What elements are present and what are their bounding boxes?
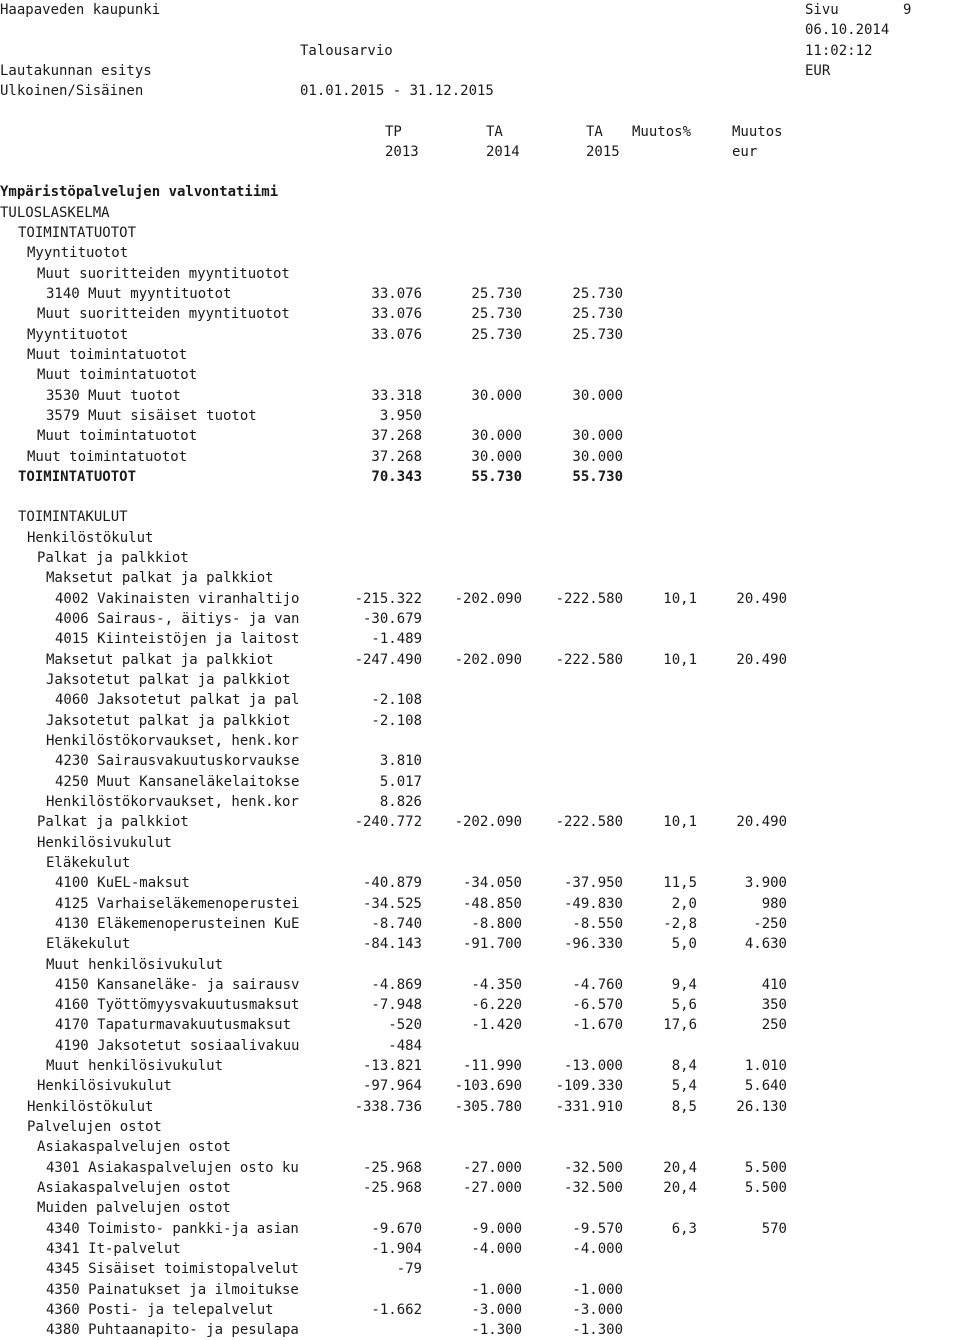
row-label: Henkilöstökulut bbox=[27, 530, 154, 546]
cell-pct: 10,1 bbox=[663, 814, 697, 830]
cell-chg: 26.130 bbox=[736, 1099, 787, 1115]
cell-tp: -34.525 bbox=[362, 896, 422, 912]
row-label: 4345 Sisäiset toimistopalvelut bbox=[46, 1261, 299, 1277]
cell-chg: 350 bbox=[761, 997, 787, 1013]
row-label: Jaksotetut palkat ja palkkiot bbox=[46, 713, 291, 729]
row-label: Palkat ja palkkiot bbox=[37, 814, 189, 830]
cell-pct: 5,0 bbox=[671, 936, 697, 952]
cell-ta14: -1.300 bbox=[471, 1322, 522, 1338]
cell-ta15: 30.000 bbox=[572, 388, 623, 404]
row-label: 3140 Muut myyntituotot bbox=[46, 286, 232, 302]
cell-tp: -520 bbox=[388, 1017, 422, 1033]
row-label: 3579 Muut sisäiset tuotot bbox=[46, 408, 257, 424]
cell-ta14: -9.000 bbox=[471, 1221, 522, 1237]
cell-pct: 5,6 bbox=[671, 997, 697, 1013]
committee-label: Lautakunnan esitys bbox=[0, 63, 152, 79]
cell-pct: 8,4 bbox=[671, 1058, 697, 1074]
cell-tp: 3.950 bbox=[379, 408, 422, 424]
cell-tp: 37.268 bbox=[371, 428, 422, 444]
cell-ta14: -27.000 bbox=[462, 1160, 522, 1176]
cell-tp: 3.810 bbox=[379, 753, 422, 769]
row-label: 4015 Kiinteistöjen ja laitost bbox=[55, 631, 300, 647]
cell-ta14: -27.000 bbox=[462, 1180, 522, 1196]
row-label: Henkilösivukulut bbox=[37, 1078, 172, 1094]
row-label: Eläkekulut bbox=[46, 855, 131, 871]
cell-tp: -1.662 bbox=[371, 1302, 422, 1318]
report-time: 11:02:12 bbox=[805, 43, 873, 59]
row-label: Muut toimintatuotot bbox=[37, 428, 198, 444]
report-date: 06.10.2014 bbox=[805, 22, 890, 38]
cell-ta15: -32.500 bbox=[563, 1180, 623, 1196]
cell-ta15: 55.730 bbox=[572, 469, 623, 485]
row-label: Asiakaspalvelujen ostot bbox=[37, 1139, 231, 1155]
row-label: 4380 Puhtaanapito- ja pesulapa bbox=[46, 1322, 299, 1338]
col-pct-header: Muutos% bbox=[632, 124, 692, 140]
row-label: Henkilöstökorvaukset, henk.kor bbox=[46, 733, 299, 749]
cell-ta15: -32.500 bbox=[563, 1160, 623, 1176]
page-number: 9 bbox=[903, 2, 912, 18]
cell-ta14: 25.730 bbox=[471, 286, 522, 302]
cell-ta14: -91.700 bbox=[462, 936, 522, 952]
col-tp-year: 2013 bbox=[385, 144, 419, 160]
cell-chg: 4.630 bbox=[744, 936, 787, 952]
row-label: Palkat ja palkkiot bbox=[37, 550, 189, 566]
cell-tp: -215.322 bbox=[354, 591, 422, 607]
cell-tp: 5.017 bbox=[379, 774, 422, 790]
cell-tp: -484 bbox=[388, 1038, 422, 1054]
row-label: TOIMINTATUOTOT bbox=[18, 225, 137, 241]
row-label: Muut henkilösivukulut bbox=[46, 1058, 224, 1074]
cell-ta14: -3.000 bbox=[471, 1302, 522, 1318]
cell-ta15: -109.330 bbox=[555, 1078, 623, 1094]
cell-tp: -8.740 bbox=[371, 916, 422, 932]
cell-ta15: -1.670 bbox=[572, 1017, 623, 1033]
cell-ta14: 25.730 bbox=[471, 306, 522, 322]
cell-tp: 37.268 bbox=[371, 449, 422, 465]
cell-chg: 20.490 bbox=[736, 591, 787, 607]
cell-ta15: 25.730 bbox=[572, 327, 623, 343]
cell-chg: -250 bbox=[753, 916, 787, 932]
cell-tp: -40.879 bbox=[362, 875, 422, 891]
cell-ta15: -6.570 bbox=[572, 997, 623, 1013]
cell-pct: 2,0 bbox=[671, 896, 697, 912]
cell-ta14: -11.990 bbox=[462, 1058, 522, 1074]
cell-chg: 5.500 bbox=[744, 1160, 787, 1176]
cell-chg: 570 bbox=[761, 1221, 787, 1237]
cell-pct: -2,8 bbox=[663, 916, 697, 932]
cell-chg: 410 bbox=[761, 977, 787, 993]
cell-ta15: -37.950 bbox=[563, 875, 623, 891]
cell-pct: 17,6 bbox=[663, 1017, 697, 1033]
cell-ta14: -202.090 bbox=[454, 652, 522, 668]
cell-tp: 8.826 bbox=[379, 794, 422, 810]
cell-ta15: -1.000 bbox=[572, 1282, 623, 1298]
row-label: 4006 Sairaus-, äitiys- ja van bbox=[55, 611, 300, 627]
col-ta2014-year: 2014 bbox=[486, 144, 520, 160]
cell-ta14: -6.220 bbox=[471, 997, 522, 1013]
cell-ta14: -103.690 bbox=[454, 1078, 522, 1094]
cell-ta14: -48.850 bbox=[462, 896, 522, 912]
row-label: 4100 KuEL-maksut bbox=[55, 875, 190, 891]
cell-ta15: 25.730 bbox=[572, 286, 623, 302]
row-label: 4360 Posti- ja telepalvelut bbox=[46, 1302, 274, 1318]
cell-ta15: -1.300 bbox=[572, 1322, 623, 1338]
row-label: 4150 Kansaneläke- ja sairausv bbox=[55, 977, 300, 993]
row-label: Eläkekulut bbox=[46, 936, 131, 952]
cell-ta14: -202.090 bbox=[454, 814, 522, 830]
row-label: Henkilöstökorvaukset, henk.kor bbox=[46, 794, 299, 810]
col-ta2015-year: 2015 bbox=[586, 144, 620, 160]
row-label: Myyntituotot bbox=[27, 245, 129, 261]
cell-ta15: -49.830 bbox=[563, 896, 623, 912]
row-label: Muut suoritteiden myyntituotot bbox=[37, 306, 290, 322]
row-label: 4340 Toimisto- pankki-ja asian bbox=[46, 1221, 299, 1237]
cell-ta14: 25.730 bbox=[471, 327, 522, 343]
row-label: 4125 Varhaiseläkemenoperustei bbox=[55, 896, 300, 912]
cell-tp: 33.076 bbox=[371, 286, 422, 302]
row-label: 4170 Tapaturmavakuutusmaksut bbox=[55, 1017, 292, 1033]
period-label: 01.01.2015 - 31.12.2015 bbox=[300, 83, 494, 99]
cell-tp: -25.968 bbox=[362, 1160, 422, 1176]
cell-ta15: 25.730 bbox=[572, 306, 623, 322]
cell-chg: 1.010 bbox=[744, 1058, 787, 1074]
cell-pct: 20,4 bbox=[663, 1160, 697, 1176]
cell-tp: -2.108 bbox=[371, 713, 422, 729]
cell-pct: 5,4 bbox=[671, 1078, 697, 1094]
cell-ta15: 30.000 bbox=[572, 449, 623, 465]
row-label: Muut suoritteiden myyntituotot bbox=[37, 266, 290, 282]
cell-pct: 11,5 bbox=[663, 875, 697, 891]
cell-chg: 980 bbox=[761, 896, 787, 912]
cell-ta15: -8.550 bbox=[572, 916, 623, 932]
row-label: 4130 Eläkemenoperusteinen KuE bbox=[55, 916, 300, 932]
cell-ta15: -3.000 bbox=[572, 1302, 623, 1318]
cell-ta15: -13.000 bbox=[563, 1058, 623, 1074]
cell-ta14: 30.000 bbox=[471, 388, 522, 404]
row-label: 4060 Jaksotetut palkat ja pal bbox=[55, 692, 300, 708]
cell-tp: 33.076 bbox=[371, 306, 422, 322]
cell-tp: -2.108 bbox=[371, 692, 422, 708]
cell-ta14: 30.000 bbox=[471, 428, 522, 444]
cell-pct: 9,4 bbox=[671, 977, 697, 993]
cell-ta15: 30.000 bbox=[572, 428, 623, 444]
cell-ta15: -222.580 bbox=[555, 591, 623, 607]
cell-chg: 20.490 bbox=[736, 814, 787, 830]
cell-ta15: -222.580 bbox=[555, 652, 623, 668]
cell-pct: 8,5 bbox=[671, 1099, 697, 1115]
row-label: 4341 It-palvelut bbox=[46, 1241, 181, 1257]
cell-ta15: -4.000 bbox=[572, 1241, 623, 1257]
row-label: Muut henkilösivukulut bbox=[46, 957, 224, 973]
organization-name: Haapaveden kaupunki bbox=[0, 2, 161, 18]
cell-ta14: -4.350 bbox=[471, 977, 522, 993]
cell-tp: -7.948 bbox=[371, 997, 422, 1013]
cell-tp: -97.964 bbox=[362, 1078, 422, 1094]
cell-ta14: 55.730 bbox=[471, 469, 522, 485]
row-label: Asiakaspalvelujen ostot bbox=[37, 1180, 231, 1196]
cell-chg: 20.490 bbox=[736, 652, 787, 668]
col-change-header: Muutos bbox=[732, 124, 783, 140]
row-label: Maksetut palkat ja palkkiot bbox=[46, 570, 274, 586]
row-label: 4230 Sairausvakuutuskorvaukse bbox=[55, 753, 300, 769]
cell-ta14: -34.050 bbox=[462, 875, 522, 891]
cell-tp: -338.736 bbox=[354, 1099, 422, 1115]
col-ta2014-header: TA bbox=[486, 124, 503, 140]
cell-chg: 3.900 bbox=[744, 875, 787, 891]
cell-chg: 5.500 bbox=[744, 1180, 787, 1196]
col-tp-header: TP bbox=[385, 124, 402, 140]
cell-ta15: -4.760 bbox=[572, 977, 623, 993]
cell-ta14: -8.800 bbox=[471, 916, 522, 932]
currency-label: EUR bbox=[805, 63, 831, 79]
row-label: Muut toimintatuotot bbox=[27, 347, 188, 363]
row-label: 3530 Muut tuotot bbox=[46, 388, 181, 404]
cell-tp: -1.489 bbox=[371, 631, 422, 647]
cell-ta14: -1.000 bbox=[471, 1282, 522, 1298]
cell-pct: 10,1 bbox=[663, 652, 697, 668]
section-subtitle: TULOSLASKELMA bbox=[0, 205, 110, 221]
cell-tp: 33.318 bbox=[371, 388, 422, 404]
cell-tp: -9.670 bbox=[371, 1221, 422, 1237]
row-label: Jaksotetut palkat ja palkkiot bbox=[46, 672, 291, 688]
cell-chg: 5.640 bbox=[744, 1078, 787, 1094]
cell-ta15: -9.570 bbox=[572, 1221, 623, 1237]
row-label: Muut toimintatuotot bbox=[27, 449, 188, 465]
cell-tp: -1.904 bbox=[371, 1241, 422, 1257]
row-label: Henkilösivukulut bbox=[37, 835, 172, 851]
cell-ta14: -1.420 bbox=[471, 1017, 522, 1033]
row-label: Henkilöstökulut bbox=[27, 1099, 154, 1115]
cell-chg: 250 bbox=[761, 1017, 787, 1033]
cell-tp: -79 bbox=[396, 1261, 422, 1277]
cell-pct: 10,1 bbox=[663, 591, 697, 607]
cell-tp: -25.968 bbox=[362, 1180, 422, 1196]
row-label: 4002 Vakinaisten viranhaltijo bbox=[55, 591, 300, 607]
cell-ta14: 30.000 bbox=[471, 449, 522, 465]
cell-tp: -247.490 bbox=[354, 652, 422, 668]
cell-ta15: -222.580 bbox=[555, 814, 623, 830]
row-label: 4250 Muut Kansaneläkelaitokse bbox=[55, 774, 300, 790]
col-change-unit: eur bbox=[732, 144, 758, 160]
row-label: Muiden palvelujen ostot bbox=[37, 1200, 231, 1216]
row-label: TOIMINTATUOTOT bbox=[18, 469, 137, 485]
cell-tp: 70.343 bbox=[371, 469, 422, 485]
row-label: 4350 Painatukset ja ilmoitukse bbox=[46, 1282, 299, 1298]
cell-ta14: -4.000 bbox=[471, 1241, 522, 1257]
row-label: 4190 Jaksotetut sosiaalivakuu bbox=[55, 1038, 300, 1054]
cell-pct: 6,3 bbox=[671, 1221, 697, 1237]
row-label: Palvelujen ostot bbox=[27, 1119, 162, 1135]
cell-tp: -13.821 bbox=[362, 1058, 422, 1074]
cell-tp: -30.679 bbox=[362, 611, 422, 627]
row-label: Muut toimintatuotot bbox=[37, 367, 198, 383]
cell-ta15: -96.330 bbox=[563, 936, 623, 952]
row-label: 4301 Asiakaspalvelujen osto ku bbox=[46, 1160, 299, 1176]
cell-tp: -4.869 bbox=[371, 977, 422, 993]
scope-label: Ulkoinen/Sisäinen bbox=[0, 83, 144, 99]
cell-pct: 20,4 bbox=[663, 1180, 697, 1196]
cell-ta14: -305.780 bbox=[454, 1099, 522, 1115]
cell-ta15: -331.910 bbox=[555, 1099, 623, 1115]
report-title: Talousarvio bbox=[300, 43, 393, 59]
cell-tp: 33.076 bbox=[371, 327, 422, 343]
row-label: Maksetut palkat ja palkkiot bbox=[46, 652, 274, 668]
row-label: Myyntituotot bbox=[27, 327, 129, 343]
col-ta2015-header: TA bbox=[586, 124, 603, 140]
cell-tp: -84.143 bbox=[362, 936, 422, 952]
cell-tp: -240.772 bbox=[354, 814, 422, 830]
cell-ta14: -202.090 bbox=[454, 591, 522, 607]
section-title: Ympäristöpalvelujen valvontatiimi bbox=[0, 184, 279, 200]
page-label: Sivu bbox=[805, 2, 839, 18]
row-label: TOIMINTAKULUT bbox=[18, 509, 128, 525]
row-label: 4160 Työttömyysvakuutusmaksut bbox=[55, 997, 300, 1013]
